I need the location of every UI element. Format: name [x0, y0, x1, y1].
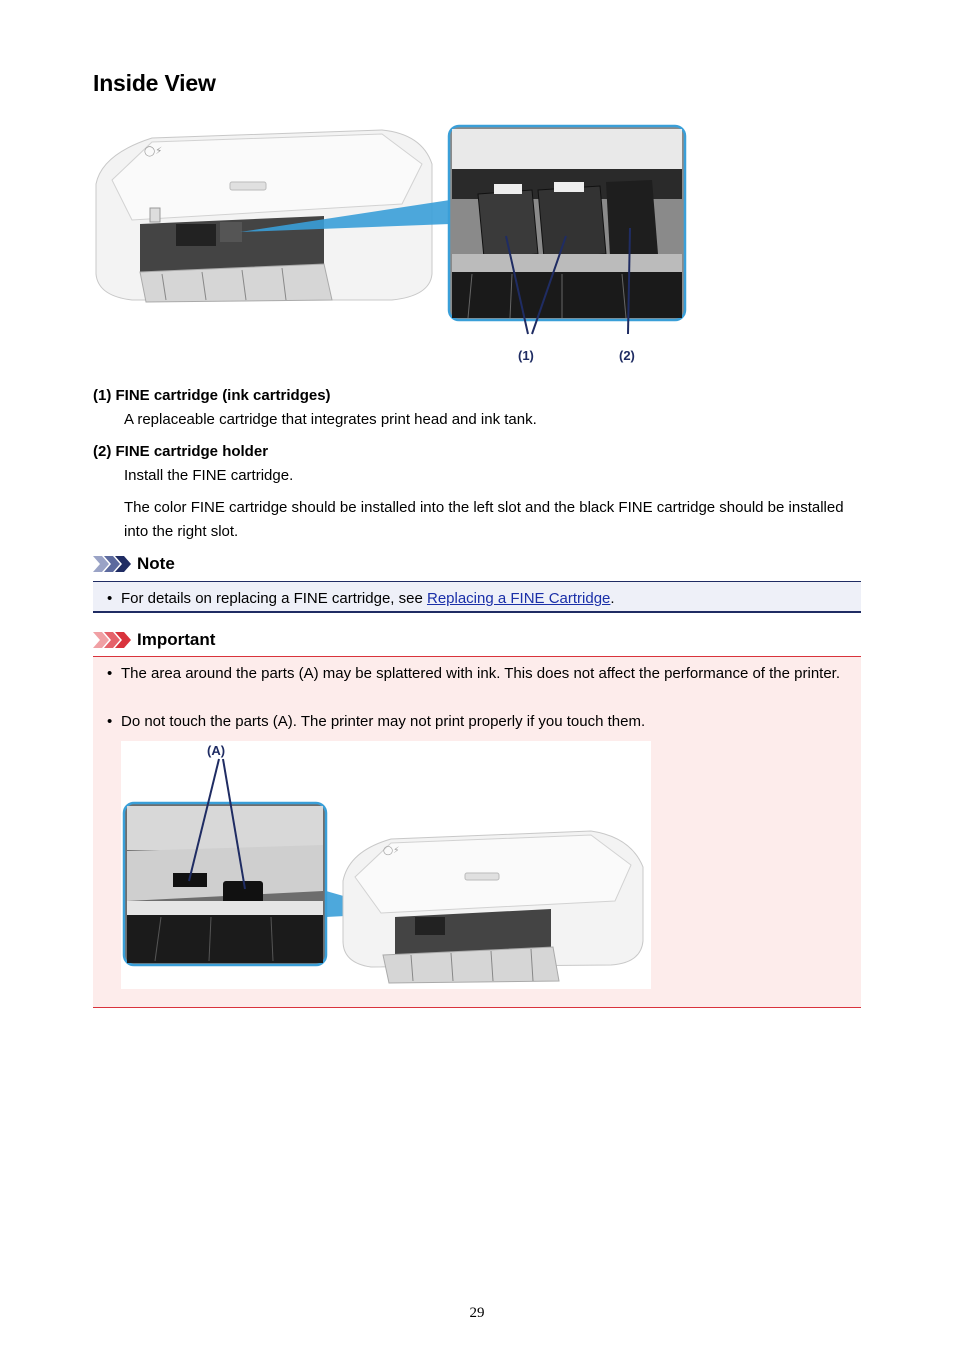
page-title: Inside View: [93, 70, 216, 96]
important-heading: [93, 630, 215, 650]
definition-paragraph: Install the FINE cartridge.: [124, 467, 294, 484]
definition-term: (2) FINE cartridge holder: [93, 443, 269, 460]
svg-text:◯⚡: ◯⚡: [144, 146, 163, 157]
definition-description: [124, 464, 861, 544]
note-item: [107, 587, 861, 611]
note-text-end: .: [610, 590, 615, 607]
important-item: [107, 662, 861, 686]
important-heading-label: Important: [137, 630, 216, 649]
definition-paragraph: The color FINE cartridge should be installed into the left slot and the black FINE cartridge should be installed into the right slot.: [124, 499, 844, 540]
note-chevron-icon: [93, 554, 133, 574]
bullet: •: [107, 713, 113, 730]
definition-description: [124, 408, 861, 432]
important-chevron-icon: [93, 630, 133, 650]
note-box: [93, 581, 861, 613]
replacing-fine-cartridge-link[interactable]: Replacing a FINE Cartridge: [426, 590, 611, 607]
bullet: •: [107, 590, 113, 607]
note-heading: [93, 554, 175, 574]
callout-a-label: (A): [207, 743, 226, 758]
page-number: 29: [469, 1305, 485, 1321]
bullet: •: [107, 665, 113, 682]
definition-term: (1) FINE cartridge (ink cartridges): [93, 387, 331, 404]
printer-inside-view-figure: [92, 124, 688, 368]
parts-a-figure: [121, 741, 651, 989]
important-item-text: Do not touch the parts (A). The printer may not print properly if you touch them.: [121, 713, 646, 730]
note-text: For details on replacing a FINE cartridge, see: [121, 590, 427, 607]
svg-text:◯⚡: ◯⚡: [383, 846, 400, 856]
note-heading-label: Note: [137, 554, 175, 573]
callout-2-label: (2): [619, 348, 635, 363]
definition-paragraph: A replaceable cartridge that integrates print head and ink tank.: [124, 411, 537, 428]
callout-1-label: (1): [518, 348, 534, 363]
important-item-text: The area around the parts (A) may be splattered with ink. This does not affect the performance of the printer.: [121, 665, 841, 682]
important-box: [93, 656, 861, 1008]
important-item: [107, 710, 861, 734]
parts-definition-list: [93, 384, 861, 552]
